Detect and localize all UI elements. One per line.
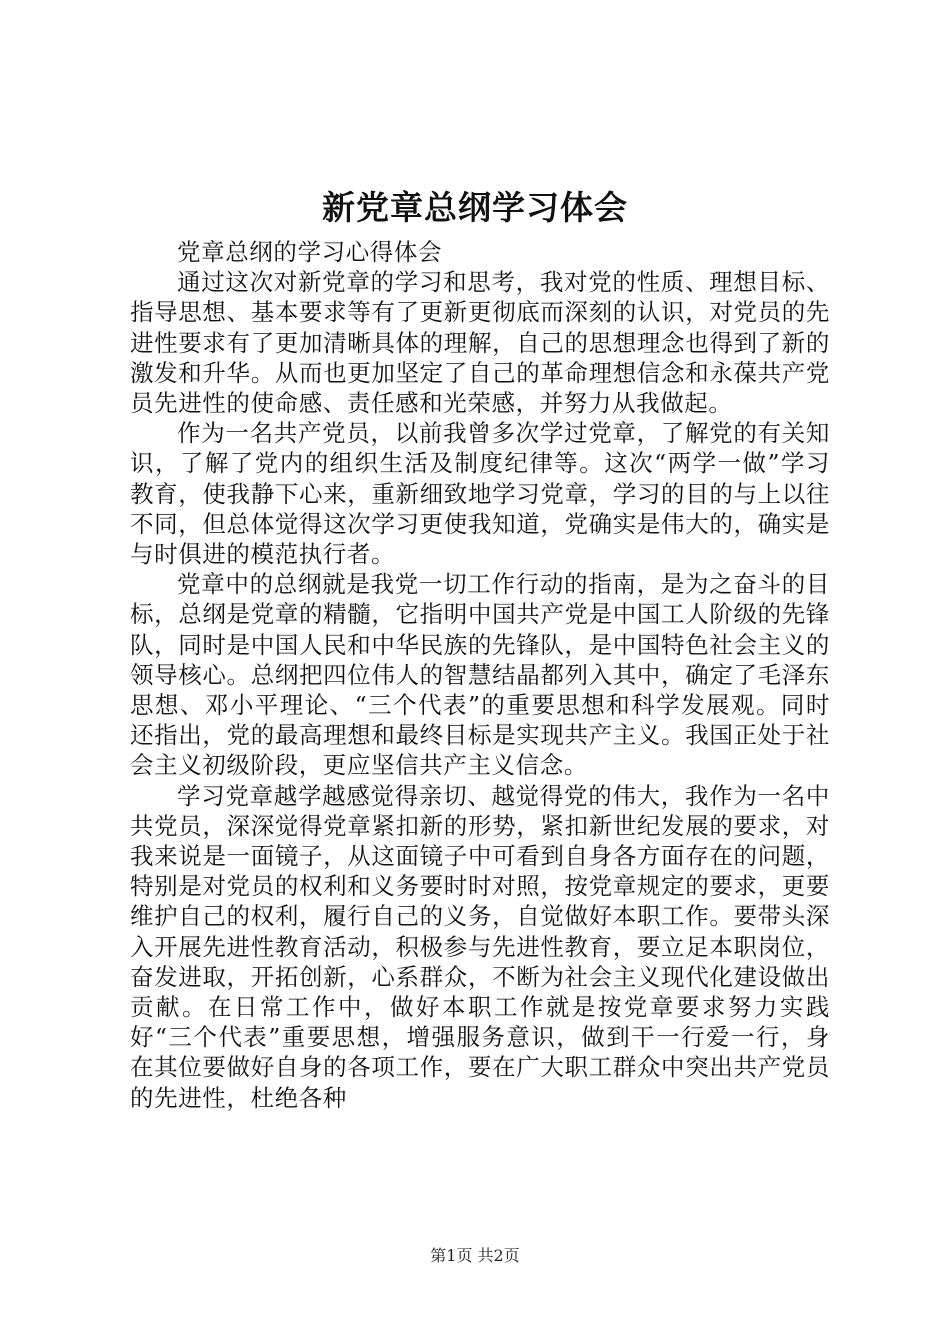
paragraph-1: 通过这次对新党章的学习和思考，我对党的性质、理想目标、指导思想、基本要求等有了更新更彻底而深刻的认识，对党员的先进性要求有了更加清晰具体的理解，自己的思想理念也得到了新的激发和升华。从而也更加坚定了自己的革命理想信念和永葆共产党员先进性的使命感、责任感和光荣感，并努力从我做起。	[130, 268, 830, 418]
page-number-footer: 第1页 共2页	[430, 1246, 520, 1265]
document-body	[130, 237, 830, 1113]
paragraph-2: 作为一名共产党员，以前我曾多次学过党章，了解党的有关知识，了解了党内的组织生活及制度纪律等。这次“两学一做”学习教育，使我静下心来，重新细致地学习党章，学习的目的与上以往不同，但总体觉得这次学习更使我知道，党确实是伟大的，确实是与时俱进的模范执行者。	[130, 419, 830, 569]
document-subtitle: 党章总纲的学习心得体会	[177, 238, 443, 266]
paragraph-3: 党章中的总纲就是我党一切工作行动的指南，是为之奋斗的目标，总纲是党章的精髓，它指明中国共产党是中国工人阶级的先锋队，同时是中国人民和中华民族的先锋队，是中国特色社会主义的领导核心。总纲把四位伟人的智慧结晶都列入其中，确定了毛泽东思想、邓小平理论、“三个代表”的重要思想和科学发展观。同时还指出，党的最高理想和最终目标是实现共产主义。我国正处于社会主义初级阶段，更应坚信共产主义信念。	[130, 570, 830, 780]
document-title: 新党章总纲学习体会	[322, 188, 628, 227]
paragraph-4: 学习党章越学越感觉得亲切、越觉得党的伟大，我作为一名中共党员，深深觉得党章紧扣新的形势，紧扣新世纪发展的要求，对我来说是一面镜子，从这面镜子中可看到自身各方面存在的问题，特别是对党员的权利和义务要时时对照，按党章规定的要求，更要维护自己的权利，履行自己的义务，自觉做好本职工作。要带头深入开展先进性教育活动，积极参与先进性教育，要立足本职岗位，奋发进取，开拓创新，心系群众，不断为社会主义现代化建设做出贡献。在日常工作中，做好本职工作就是按党章要求努力实践好“三个代表”重要思想，增强服务意识，做到干一行爱一行，身在其位要做好自身的各项工作，要在广大职工群众中突出共产党员的先进性，杜绝各种	[130, 781, 830, 1112]
